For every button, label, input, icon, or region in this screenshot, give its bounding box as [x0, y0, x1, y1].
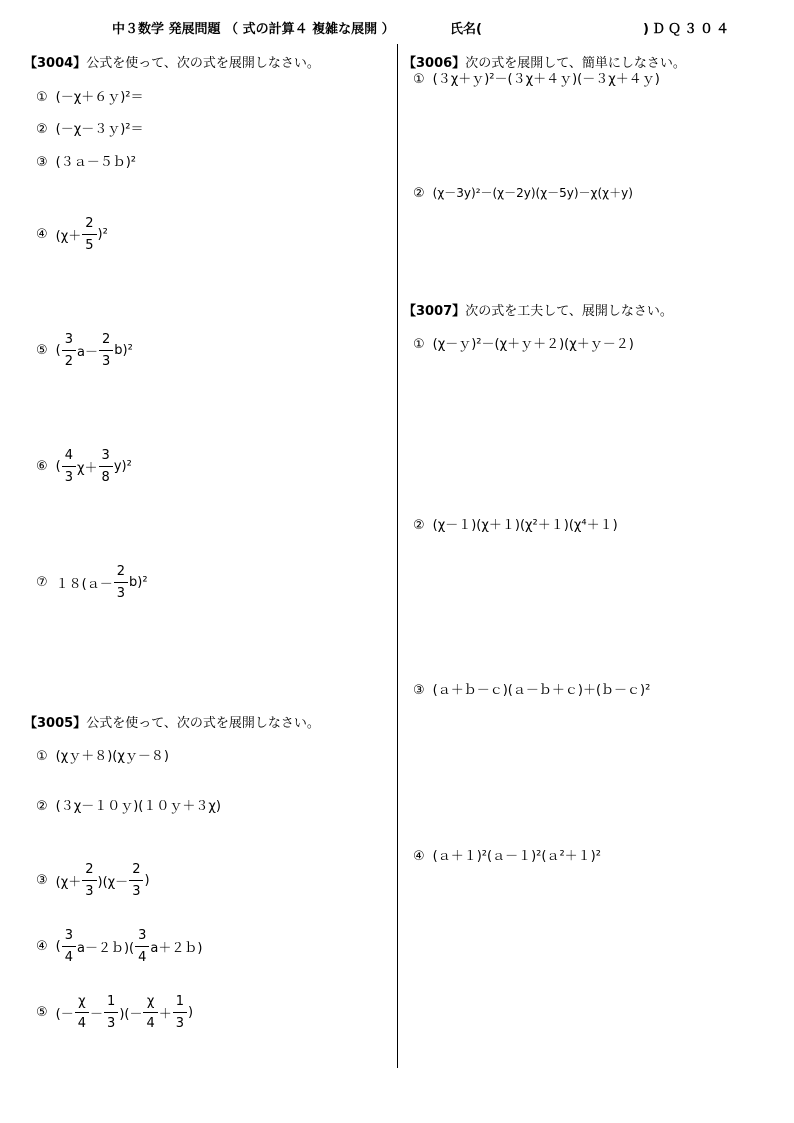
fraction [62, 448, 76, 485]
section-instruction: 次の式を工夫して、展開しなさい。 [465, 304, 673, 319]
problem-mark: ⑤ [36, 1005, 48, 1020]
section-3007-heading [403, 300, 673, 319]
problem-3004-3 [36, 151, 136, 170]
section-instruction: 公式を使って、次の式を展開しなさい。 [86, 56, 320, 71]
section-number: 【3007】 [403, 304, 466, 319]
expr-part: )(－ [119, 1007, 143, 1022]
denominator: 3 [116, 586, 126, 601]
problem-mark: ② [36, 799, 48, 814]
problem-expression: (χ－ｙ)²－(χ＋ｙ＋２)(χ＋ｙ－２) [432, 337, 634, 352]
problem-mark: ④ [413, 849, 425, 864]
expr-part: χ＋ [77, 461, 98, 476]
section-number: 【3006】 [403, 56, 466, 71]
expr-part: )² [97, 227, 108, 242]
denominator: 3 [132, 884, 141, 899]
expr-part: ) [188, 1005, 194, 1020]
section-3004-heading [24, 52, 320, 71]
section-instruction: 次の式を展開して、簡単にしなさい。 [465, 56, 686, 71]
denominator: 4 [77, 1016, 87, 1031]
section-number: 【3005】 [24, 716, 87, 731]
expr-part: １８(ａ－ [55, 577, 113, 592]
denominator: 4 [64, 950, 74, 965]
problem-3004-4 [36, 216, 108, 253]
denominator: 4 [146, 1016, 155, 1031]
problem-mark: ① [413, 72, 425, 87]
expr-part: ＋ [158, 1007, 172, 1022]
problem-mark: ② [413, 518, 425, 533]
fraction [104, 994, 118, 1031]
column-divider [397, 44, 398, 1068]
expr-part: ( [55, 459, 61, 474]
fraction [173, 994, 187, 1031]
problem-mark: ④ [36, 939, 48, 954]
problem-expression: (３χ－１０ｙ)(１０ｙ＋３χ) [55, 799, 221, 814]
problem-3007-4 [413, 845, 601, 864]
denominator: 4 [138, 950, 147, 965]
problem-expression: (－χ－３ｙ)²＝ [55, 122, 144, 137]
problem-3007-2 [413, 514, 618, 533]
numerator: 2 [132, 862, 141, 877]
denominator: 3 [107, 1016, 116, 1031]
worksheet-code: )ＤＱ３０４ [643, 22, 732, 37]
expr-part: b)² [129, 575, 148, 590]
fraction [82, 862, 96, 899]
expr-part: b)² [114, 343, 133, 358]
fraction [99, 448, 113, 485]
expr-part: a＋２ｂ) [150, 941, 203, 956]
denominator: 3 [85, 884, 94, 899]
section-instruction: 公式を使って、次の式を展開しなさい。 [86, 716, 320, 731]
fraction [75, 994, 89, 1031]
fraction [143, 994, 157, 1031]
problem-3004-2 [36, 118, 144, 137]
denominator: 5 [85, 238, 94, 253]
problem-3005-2 [36, 795, 221, 814]
problem-mark: ③ [36, 873, 48, 888]
expr-part: a－ [77, 345, 98, 360]
section-number: 【3004】 [24, 56, 87, 71]
fraction [129, 862, 143, 899]
problem-mark: ① [36, 90, 48, 105]
denominator: 2 [64, 354, 74, 369]
expr-part: )(χ－ [97, 875, 129, 890]
problem-mark: ⑦ [36, 575, 48, 590]
problem-3005-5 [36, 994, 193, 1031]
problem-expression: (３χ＋ｙ)²－(３χ＋４ｙ)(－３χ＋４ｙ) [432, 72, 660, 87]
numerator: 2 [85, 862, 94, 877]
problem-expression: (ａ＋ｂ－ｃ)(ａ－ｂ＋ｃ)＋(ｂ－ｃ)² [432, 683, 651, 698]
problem-3004-6 [36, 448, 132, 485]
problem-mark: ① [413, 337, 425, 352]
fraction [62, 928, 76, 965]
problem-3007-1 [413, 333, 634, 352]
denominator: 3 [64, 470, 74, 485]
numerator: 4 [64, 448, 74, 463]
problem-3006-2 [413, 184, 633, 201]
numerator: 3 [138, 928, 147, 943]
name-label: 氏名( [450, 22, 482, 37]
numerator: 2 [116, 564, 126, 579]
problem-expression: (ａ＋１)²(ａ－１)²(ａ²＋１)² [432, 849, 601, 864]
numerator: 3 [101, 448, 110, 463]
expr-part: (－ [55, 1007, 74, 1022]
problem-mark: ③ [36, 155, 48, 170]
fraction [114, 564, 128, 601]
problem-expression: (－χ＋６ｙ)²＝ [55, 90, 144, 105]
expr-part: y)² [113, 459, 132, 474]
expr-part: ) [144, 873, 150, 888]
problem-3005-3 [36, 862, 150, 899]
numerator: 2 [85, 216, 94, 231]
fraction [99, 332, 113, 369]
problem-expression: (χｙ＋８)(χｙ－８) [55, 749, 169, 764]
problem-mark: ① [36, 749, 48, 764]
problem-mark: ② [413, 186, 425, 201]
problem-3005-4 [36, 928, 202, 965]
problem-expression: (χ－１)(χ＋１)(χ²＋１)(χ⁴＋１) [432, 518, 618, 533]
problem-3004-5 [36, 332, 133, 369]
problem-3006-1 [413, 68, 660, 87]
problem-expression: (χ－3y)²－(χ－2y)(χ－5y)－χ(χ＋y) [432, 186, 633, 200]
problem-mark: ⑥ [36, 459, 48, 474]
worksheet-title: 中３数学 発展問題 （ 式の計算４ 複雑な展開 ） [112, 22, 395, 37]
expr-part: ( [55, 343, 61, 358]
expr-part: a－２ｂ)( [77, 941, 135, 956]
problem-3004-7 [36, 564, 148, 601]
problem-3007-3 [413, 679, 650, 698]
numerator: 3 [64, 928, 74, 943]
numerator: 3 [64, 332, 74, 347]
problem-expression: (３ａ－５ｂ)² [55, 155, 137, 170]
problem-mark: ④ [36, 227, 48, 242]
numerator: χ [146, 994, 155, 1009]
fraction [135, 928, 149, 965]
expr-part: (χ＋ [55, 875, 82, 890]
fraction [62, 332, 76, 369]
problem-mark: ③ [413, 683, 425, 698]
section-3005-heading [24, 712, 320, 731]
problem-3005-1 [36, 745, 169, 764]
problem-mark: ② [36, 122, 48, 137]
problem-mark: ⑤ [36, 343, 48, 358]
expr-part: － [90, 1007, 104, 1022]
expr-part: (χ＋ [55, 229, 82, 244]
numerator: 1 [175, 994, 185, 1009]
fraction [82, 216, 96, 253]
denominator: 3 [101, 354, 111, 369]
denominator: 8 [101, 470, 110, 485]
expr-part: ( [55, 939, 61, 954]
numerator: 2 [101, 332, 111, 347]
numerator: 1 [107, 994, 116, 1009]
denominator: 3 [175, 1016, 185, 1031]
numerator: χ [78, 994, 86, 1009]
problem-3004-1 [36, 86, 144, 105]
